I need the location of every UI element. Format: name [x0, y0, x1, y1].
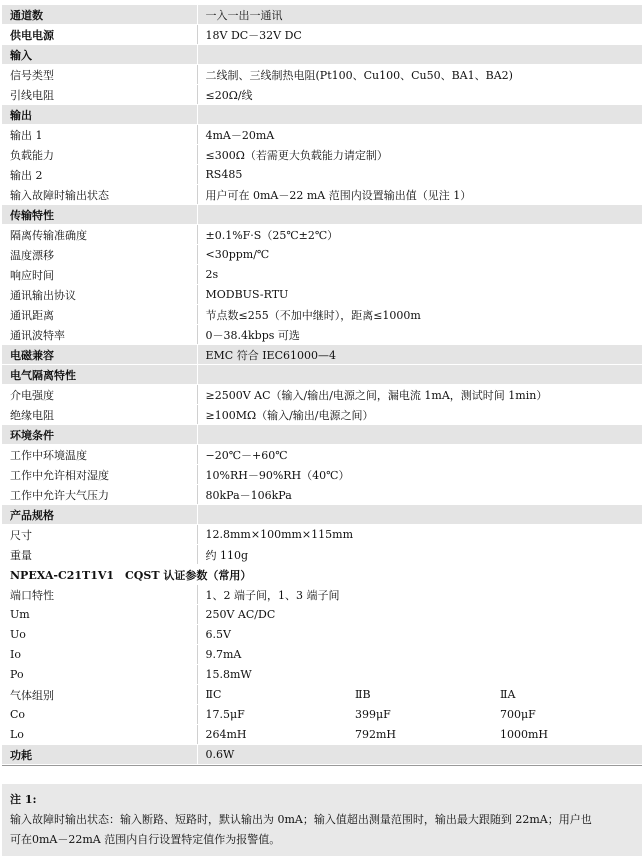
spec-cell: ≤20Ω/线: [197, 85, 642, 105]
spec-row: [2, 245, 642, 265]
spec-cell: 工作中允许相对湿度: [2, 465, 197, 485]
spec-cell: ≥100MΩ（输入/输出/电源之间）: [197, 405, 642, 425]
spec-cell: ≥2500V AC（输入/输出/电源之间，漏电流 1mA，测试时间 1min）: [197, 385, 642, 405]
spec-table: [2, 4, 642, 765]
footnote-line-1: 输入故障时输出状态：输入断路、短路时，默认输出为 0mA；输入值超出测量范围时，输出最大跟随到 22mA；用户也: [10, 813, 592, 826]
spec-row: [2, 305, 642, 325]
spec-cell: ±0.1%F·S（25℃±2℃）: [197, 225, 642, 245]
spec-cell: 792mH: [347, 725, 492, 745]
spec-row: [2, 325, 642, 345]
spec-cell: 输出 2: [2, 165, 197, 185]
spec-row: [2, 225, 642, 245]
spec-cell: Po: [2, 665, 197, 685]
spec-cell: 工作中允许大气压力: [2, 485, 197, 505]
spec-row: [2, 205, 642, 225]
spec-cell: Um: [2, 605, 197, 625]
cqst-row: [2, 605, 642, 625]
spec-cell: 264mH: [197, 725, 347, 745]
spec-cell: MODBUS-RTU: [197, 285, 642, 305]
spec-row: [2, 505, 642, 525]
cqst-row: [2, 645, 642, 665]
power-row: [2, 745, 642, 765]
spec-cell: ⅡC: [197, 685, 347, 705]
spec-cell: 端口特性: [2, 585, 197, 605]
spec-cell: 10%RH－90%RH（40℃）: [197, 465, 642, 485]
spec-cell: [197, 425, 642, 445]
spec-row: [2, 145, 642, 165]
spec-cell: 399μF: [347, 705, 492, 725]
cqst-row: [2, 705, 642, 725]
spec-cell: Uo: [2, 625, 197, 645]
footnote-line-2: 可在0mA－22mA 范围内自行设置特定值作为报警值。: [10, 833, 281, 846]
spec-cell: 250V AC/DC: [197, 605, 642, 625]
spec-cell: 绝缘电阻: [2, 405, 197, 425]
spec-cell: 产品规格: [2, 505, 197, 525]
spec-cell: 响应时间: [2, 265, 197, 285]
spec-cell: 用户可在 0mA－22 mA 范围内设置输出值（见注 1）: [197, 185, 642, 205]
spec-cell: 二线制、三线制热电阻(Pt100、Cu100、Cu50、BA1、BA2): [197, 65, 642, 85]
spec-cell: 6.5V: [197, 625, 642, 645]
spec-row: [2, 105, 642, 125]
spec-row: [2, 465, 642, 485]
spec-row: [2, 385, 642, 405]
spec-row: [2, 25, 642, 45]
cqst-header: NPEXA-C21T1V1 CQST 认证参数（常用）: [2, 565, 642, 585]
spec-cell: [197, 365, 642, 385]
spec-cell: 环境条件: [2, 425, 197, 445]
spec-cell: 输出 1: [2, 125, 197, 145]
spec-cell: ⅡB: [347, 685, 492, 705]
cqst-header-row: [2, 565, 642, 585]
spec-row: [2, 185, 642, 205]
spec-row: [2, 285, 642, 305]
spec-cell: 一入一出一通讯: [197, 5, 642, 25]
spec-cell: 输入故障时输出状态: [2, 185, 197, 205]
spec-cell: 节点数≤255（不加中继时），距离≤1000m: [197, 305, 642, 325]
spec-cell: 通讯输出协议: [2, 285, 197, 305]
spec-cell: 4mA－20mA: [197, 125, 642, 145]
cqst-row: [2, 725, 642, 745]
spec-row: [2, 545, 642, 565]
spec-cell: 引线电阻: [2, 85, 197, 105]
spec-row: [2, 345, 642, 365]
spec-row: [2, 425, 642, 445]
spec-cell: 气体组别: [2, 685, 197, 705]
spec-cell: 18V DC－32V DC: [197, 25, 642, 45]
cqst-row: [2, 625, 642, 645]
spec-cell: Io: [2, 645, 197, 665]
table-bottom-rule: [2, 765, 642, 766]
spec-cell: 1000mH: [492, 725, 642, 745]
spec-cell: 700μF: [492, 705, 642, 725]
spec-cell: 输出: [2, 105, 197, 125]
spec-row: [2, 5, 642, 25]
cqst-row: [2, 585, 642, 605]
spec-cell: 0－38.4kbps 可选: [197, 325, 642, 345]
spec-row: [2, 125, 642, 145]
spec-cell: 15.8mW: [197, 665, 642, 685]
spec-cell: 温度漂移: [2, 245, 197, 265]
spec-cell: 工作中环境温度: [2, 445, 197, 465]
spec-cell: EMC 符合 IEC61000—4: [197, 345, 642, 365]
spec-row: [2, 45, 642, 65]
spec-sheet: [0, 4, 643, 856]
cqst-row: [2, 665, 642, 685]
footnote: [2, 784, 642, 856]
spec-cell: −20℃－+60℃: [197, 445, 642, 465]
spec-cell: 重量: [2, 545, 197, 565]
cqst-row: [2, 685, 642, 705]
spec-cell: 供电电源: [2, 25, 197, 45]
spec-cell: [197, 505, 642, 525]
spec-cell: 输入: [2, 45, 197, 65]
spec-cell: 负载能力: [2, 145, 197, 165]
spec-cell: 通道数: [2, 5, 197, 25]
spec-cell: 约 110g: [197, 545, 642, 565]
spec-cell: Co: [2, 705, 197, 725]
spec-cell: 12.8mm×100mm×115mm: [197, 525, 642, 545]
spec-cell: ≤300Ω（若需更大负载能力请定制）: [197, 145, 642, 165]
spec-cell: [197, 45, 642, 65]
spec-cell: 17.5μF: [197, 705, 347, 725]
spec-row: [2, 405, 642, 425]
spec-cell: 隔离传输准确度: [2, 225, 197, 245]
spec-row: [2, 65, 642, 85]
spec-cell: 80kPa－106kPa: [197, 485, 642, 505]
spec-cell: 介电强度: [2, 385, 197, 405]
spec-cell: 功耗: [2, 745, 197, 765]
spec-cell: 传输特性: [2, 205, 197, 225]
spec-cell: 电磁兼容: [2, 345, 197, 365]
spec-row: [2, 165, 642, 185]
spec-cell: 通讯距离: [2, 305, 197, 325]
spec-cell: Lo: [2, 725, 197, 745]
spec-cell: 9.7mA: [197, 645, 642, 665]
spec-row: [2, 265, 642, 285]
spec-row: [2, 85, 642, 105]
spec-cell: 尺寸: [2, 525, 197, 545]
spec-row: [2, 445, 642, 465]
spec-cell: 通讯波特率: [2, 325, 197, 345]
spec-cell: 1、2 端子间，1、3 端子间: [197, 585, 642, 605]
spec-cell: [197, 105, 642, 125]
spec-cell: 0.6W: [197, 745, 642, 765]
spec-cell: [197, 205, 642, 225]
spec-row: [2, 365, 642, 385]
spec-cell: RS485: [197, 165, 642, 185]
spec-cell: <30ppm/℃: [197, 245, 642, 265]
spec-cell: 电气隔离特性: [2, 365, 197, 385]
spec-row: [2, 525, 642, 545]
spec-cell: 2s: [197, 265, 642, 285]
spec-cell: 信号类型: [2, 65, 197, 85]
spec-cell: ⅡA: [492, 685, 642, 705]
footnote-title: 注 1:: [10, 793, 37, 806]
spec-row: [2, 485, 642, 505]
